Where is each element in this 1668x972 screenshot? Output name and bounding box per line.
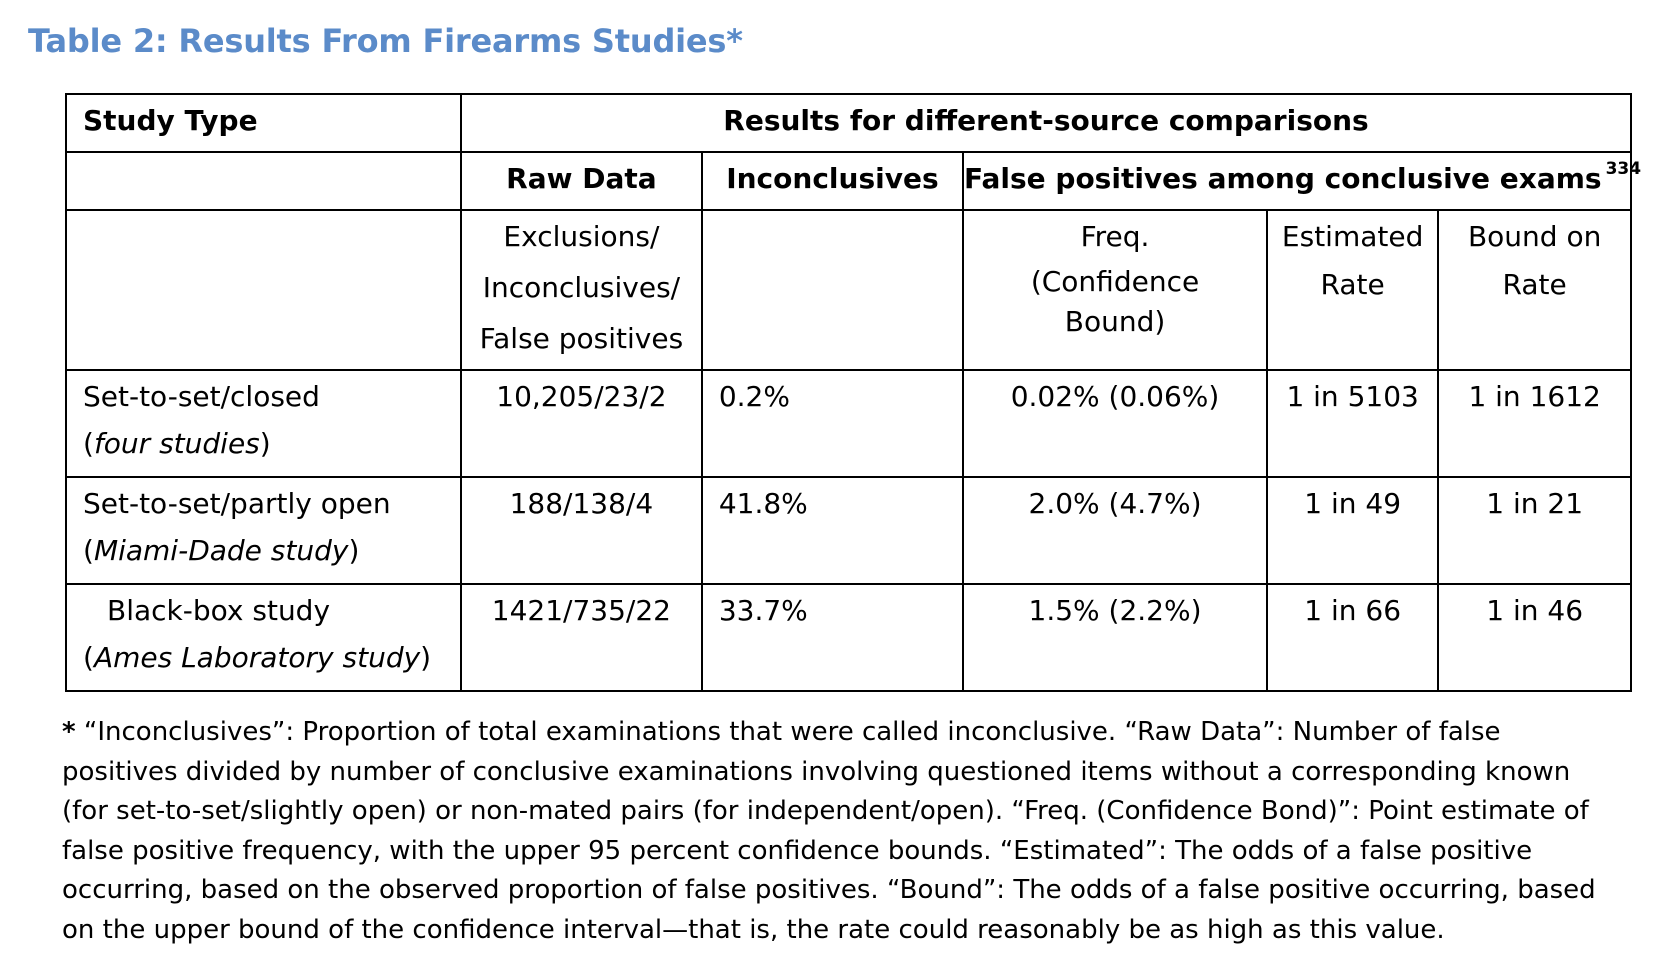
estimated-description	[1267, 210, 1438, 370]
bound-description	[1438, 210, 1631, 370]
estimated-rate-cell: 1 in 5103	[1267, 370, 1438, 477]
study-type-name: Black-box study	[107, 594, 331, 627]
footnote-line: false positive frequency, with the upper 95 percent confidence bounds. “Estimated”: The odds of a false positive	[62, 835, 1533, 866]
freq-description	[963, 210, 1267, 370]
header-inconclusives: Inconclusives	[702, 152, 963, 210]
header-empty-cell	[66, 152, 461, 210]
freq-description-line: (Confidence	[1030, 265, 1200, 298]
bound-rate-cell: 1 in 21	[1438, 477, 1631, 584]
inconclusives-description-empty	[702, 210, 963, 370]
table-header-row	[66, 94, 1631, 152]
raw-data-description-line: Inconclusives/	[482, 271, 681, 304]
footnote-marker: *	[62, 717, 76, 747]
inconclusives-cell: 33.7%	[702, 584, 963, 691]
header-false-positives: False positives among conclusive exams	[964, 162, 1602, 195]
raw-data-description-line: False positives	[479, 322, 684, 355]
raw-data-cell: 1421/735/22	[461, 584, 702, 691]
footnote-line: occurring, based on the observed proportion of false positives. “Bound”: The odds of a false positive occurring, based	[62, 875, 1596, 905]
header-study-type: Study Type	[66, 94, 461, 152]
estimated-rate-cell: 1 in 49	[1267, 477, 1438, 584]
estimated-description-line: Rate	[1320, 268, 1385, 301]
inconclusives-cell: 0.2%	[702, 370, 963, 477]
freq-description-line: Freq.	[1080, 220, 1150, 253]
footnote-line: on the upper bound of the confidence interval—that is, the rate could reasonably be as high as this value.	[62, 914, 1445, 945]
header-results: Results for different-source comparisons	[461, 94, 1631, 152]
table-row	[66, 584, 1631, 691]
footnote-line: positives divided by number of conclusive examinations involving questioned items without a corresponding known	[62, 756, 1571, 787]
table-title: Table 2: Results From Firearms Studies*	[28, 22, 743, 60]
freq-cell: 1.5% (2.2%)	[963, 584, 1267, 691]
study-detail-italic: Ames Laboratory study	[93, 641, 421, 674]
study-type-cell	[66, 370, 461, 477]
study-type-detail: (Ames Laboratory study)	[83, 641, 432, 674]
table-column-descriptions-row	[66, 210, 1631, 370]
table-row	[66, 477, 1631, 584]
footnote-line	[62, 713, 1662, 753]
bound-rate-cell: 1 in 1612	[1438, 370, 1631, 477]
results-table	[65, 93, 1642, 692]
bound-description-line: Bound on	[1467, 220, 1602, 253]
study-type-name: Set-to-set/closed	[83, 380, 320, 413]
raw-data-description-line: Exclusions/	[503, 220, 660, 253]
raw-data-description	[461, 210, 702, 370]
study-detail-italic: four studies	[93, 427, 260, 460]
study-type-cell	[66, 477, 461, 584]
footnote-reference: 334	[1605, 159, 1642, 179]
description-empty-cell	[66, 210, 461, 370]
study-type-name: Set-to-set/partly open	[83, 487, 391, 520]
freq-cell: 2.0% (4.7%)	[963, 477, 1267, 584]
bound-rate-cell: 1 in 46	[1438, 584, 1631, 691]
table-footnote	[62, 713, 1662, 950]
study-detail-italic: Miami-Dade study	[93, 534, 349, 567]
freq-description-line: Bound)	[1064, 305, 1166, 338]
table-row	[66, 370, 1631, 477]
raw-data-cell: 10,205/23/2	[461, 370, 702, 477]
inconclusives-cell: 41.8%	[702, 477, 963, 584]
study-type-detail: (four studies)	[83, 427, 271, 460]
header-raw-data: Raw Data	[461, 152, 702, 210]
study-type-cell	[66, 584, 461, 691]
bound-description-line: Rate	[1502, 268, 1567, 301]
estimated-rate-cell: 1 in 66	[1267, 584, 1438, 691]
raw-data-cell: 188/138/4	[461, 477, 702, 584]
footnote-line: (for set-to-set/slightly open) or non-mated pairs (for independent/open). “Freq. (Confidence Bond)”: Point estimate of	[62, 796, 1589, 826]
study-type-detail: (Miami-Dade study)	[83, 534, 360, 567]
footnote-text: “Inconclusives”: Proportion of total examinations that were called inconclusive. “Raw Data”: Number of false	[83, 717, 1501, 747]
estimated-description-line: Estimated	[1281, 220, 1424, 253]
table-subheader-row	[66, 152, 1631, 210]
header-false-positives-cell	[963, 152, 1642, 210]
freq-cell: 0.02% (0.06%)	[963, 370, 1267, 477]
